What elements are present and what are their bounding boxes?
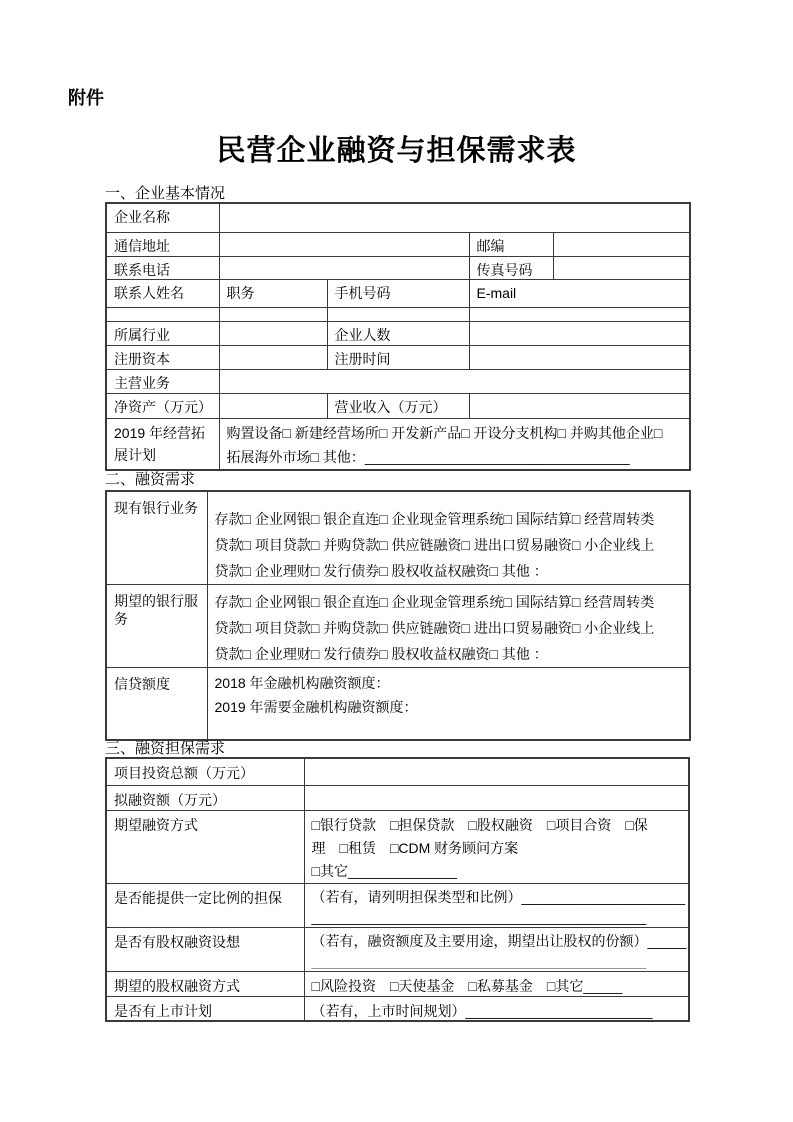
table-row — [106, 758, 689, 785]
phone-field[interactable] — [219, 256, 469, 279]
mobile-field[interactable] — [327, 307, 469, 321]
desired-bank-line2: 贷款□ 项目贷款□ 并购贷款□ 供应链融资□ 进出口贸易融资□ 小企业线上 — [214, 620, 655, 636]
postcode-label: 邮编 — [469, 232, 553, 256]
revenue-field[interactable] — [469, 393, 690, 418]
table-row — [106, 321, 690, 345]
table-row — [106, 369, 690, 393]
company-name-label: 企业名称 — [106, 203, 219, 232]
main-business-field[interactable] — [219, 369, 690, 393]
table-row — [106, 279, 690, 307]
credit-2018-line: 2018 年金融机构融资额度： — [214, 675, 390, 691]
existing-bank-line1: 存款□ 企业网银□ 银企直连□ 企业现金管理系统□ 国际结算□ 经营周转类 — [214, 511, 655, 527]
plan2019-options-line2: 拓展海外市场□ 其他：__________________________________ — [226, 448, 630, 465]
table-row — [106, 256, 690, 279]
table-row — [106, 418, 690, 470]
mobile-label: 手机号码 — [327, 279, 469, 307]
equity-financing-method-label: 期望的股权融资方式 — [106, 971, 304, 996]
table-row — [106, 585, 690, 668]
total-investment-label: 项目投资总额（万元） — [106, 758, 304, 785]
table-row — [106, 883, 689, 927]
net-assets-label: 净资产（万元） — [106, 393, 219, 418]
credit-line-label: 信贷额度 — [106, 668, 207, 740]
guarantee-ratio-line1: （若有，请列明担保类型和比例）_____________________ — [311, 888, 686, 905]
fax-label: 传真号码 — [469, 256, 553, 279]
table-row — [106, 203, 690, 232]
position-label: 职务 — [219, 279, 327, 307]
basic-info-table — [105, 202, 691, 471]
ipo-plan-label: 是否有上市计划 — [106, 996, 304, 1021]
desired-bank-services-options — [207, 585, 690, 668]
table-row — [106, 810, 689, 883]
address-field[interactable] — [219, 232, 469, 256]
existing-bank-business-options — [207, 491, 690, 585]
desired-financing-method-options — [304, 810, 689, 883]
credit-line-field[interactable] — [207, 668, 690, 740]
ipo-plan-line1: （若有，上市时间规划）________________________ — [311, 1002, 653, 1019]
equity-idea-line1: （若有，融资额度及主要用途，期望出让股权的份额）_____ — [311, 932, 687, 949]
employees-label: 企业人数 — [327, 321, 469, 345]
existing-bank-line2: 贷款□ 项目贷款□ 并购贷款□ 供应链融资□ 进出口贸易融资□ 小企业线上 — [214, 537, 655, 553]
financing-method-line1: □银行贷款 □担保贷款 □股权融资 □项目合资 □保 — [311, 816, 648, 833]
contact-name-field[interactable] — [106, 307, 219, 321]
table-row — [106, 232, 690, 256]
email-label: E-mail — [469, 279, 690, 307]
table-row — [106, 307, 690, 321]
financing-method-line3: □其它______________ — [311, 862, 457, 879]
existing-bank-line3: 贷款□ 企业理财□ 发行债券□ 股权收益权融资□ 其他 ： — [214, 563, 548, 579]
section1-heading: 一、企业基本情况 — [105, 185, 226, 202]
table-row — [106, 345, 690, 369]
net-assets-field[interactable] — [219, 393, 327, 418]
attachment-label: 附件 — [68, 88, 104, 108]
plan2019-label: 2019 年经营拓展计划 — [106, 418, 219, 470]
desired-bank-line1: 存款□ 企业网银□ 银企直连□ 企业现金管理系统□ 国际结算□ 经营周转类 — [214, 594, 655, 610]
address-label: 通信地址 — [106, 232, 219, 256]
guarantee-demand-table — [105, 757, 690, 1022]
position-field[interactable] — [219, 307, 327, 321]
financing-method-line2: 理 □租赁 □CDM 财务顾问方案 — [311, 839, 519, 856]
section3-heading: 三、融资担保需求 — [105, 740, 226, 757]
plan2019-options-line1: 购置设备□ 新建经营场所□ 开发新产品□ 开设分支机构□ 并购其他企业□ — [226, 424, 663, 441]
desired-bank-line3: 贷款□ 企业理财□ 发行债券□ 股权收益权融资□ 其他 ： — [214, 646, 548, 662]
reg-time-field[interactable] — [469, 345, 690, 369]
plan2019-options — [219, 418, 690, 470]
contact-name-label: 联系人姓名 — [106, 279, 219, 307]
desired-bank-services-label: 期望的银行服务 — [106, 585, 207, 668]
email-field[interactable] — [469, 307, 690, 321]
proposed-financing-label: 拟融资额（万元） — [106, 785, 304, 810]
total-investment-field[interactable] — [304, 758, 689, 785]
proposed-financing-field[interactable] — [304, 785, 689, 810]
phone-label: 联系电话 — [106, 256, 219, 279]
equity-idea-line2: ___________________________________________ — [311, 952, 647, 969]
guarantee-ratio-line2: ___________________________________________ — [311, 908, 647, 925]
credit-2019-line: 2019 年需要金融机构融资额度： — [214, 699, 418, 715]
reg-time-label: 注册时间 — [327, 345, 469, 369]
equity-financing-idea-label: 是否有股权融资设想 — [106, 927, 304, 971]
revenue-label: 营业收入（万元） — [327, 393, 469, 418]
industry-field[interactable] — [219, 321, 327, 345]
table-row — [106, 668, 690, 740]
table-row — [106, 971, 689, 996]
table-row — [106, 491, 690, 585]
section2-heading: 二、融资需求 — [105, 471, 196, 488]
table-row — [106, 785, 689, 810]
equity-financing-method-options — [304, 971, 689, 996]
equity-financing-idea-field[interactable] — [304, 927, 689, 971]
reg-capital-label: 注册资本 — [106, 345, 219, 369]
equity-method-line1: □风险投资 □天使基金 □私募基金 □其它_____ — [311, 977, 623, 994]
existing-bank-business-label: 现有银行业务 — [106, 491, 207, 585]
main-business-label: 主营业务 — [106, 369, 219, 393]
desired-financing-method-label: 期望融资方式 — [106, 810, 304, 883]
table-row — [106, 927, 689, 971]
page-title: 民营企业融资与担保需求表 — [216, 135, 577, 167]
ipo-plan-field[interactable] — [304, 996, 689, 1021]
guarantee-ratio-label: 是否能提供一定比例的担保 — [106, 883, 304, 927]
industry-label: 所属行业 — [106, 321, 219, 345]
reg-capital-field[interactable] — [219, 345, 327, 369]
table-row — [106, 393, 690, 418]
employees-field[interactable] — [469, 321, 690, 345]
postcode-field[interactable] — [553, 232, 690, 256]
fax-field[interactable] — [553, 256, 690, 279]
company-name-field[interactable] — [219, 203, 690, 232]
guarantee-ratio-field[interactable] — [304, 883, 689, 927]
financing-demand-table — [105, 490, 691, 741]
table-row — [106, 996, 689, 1021]
